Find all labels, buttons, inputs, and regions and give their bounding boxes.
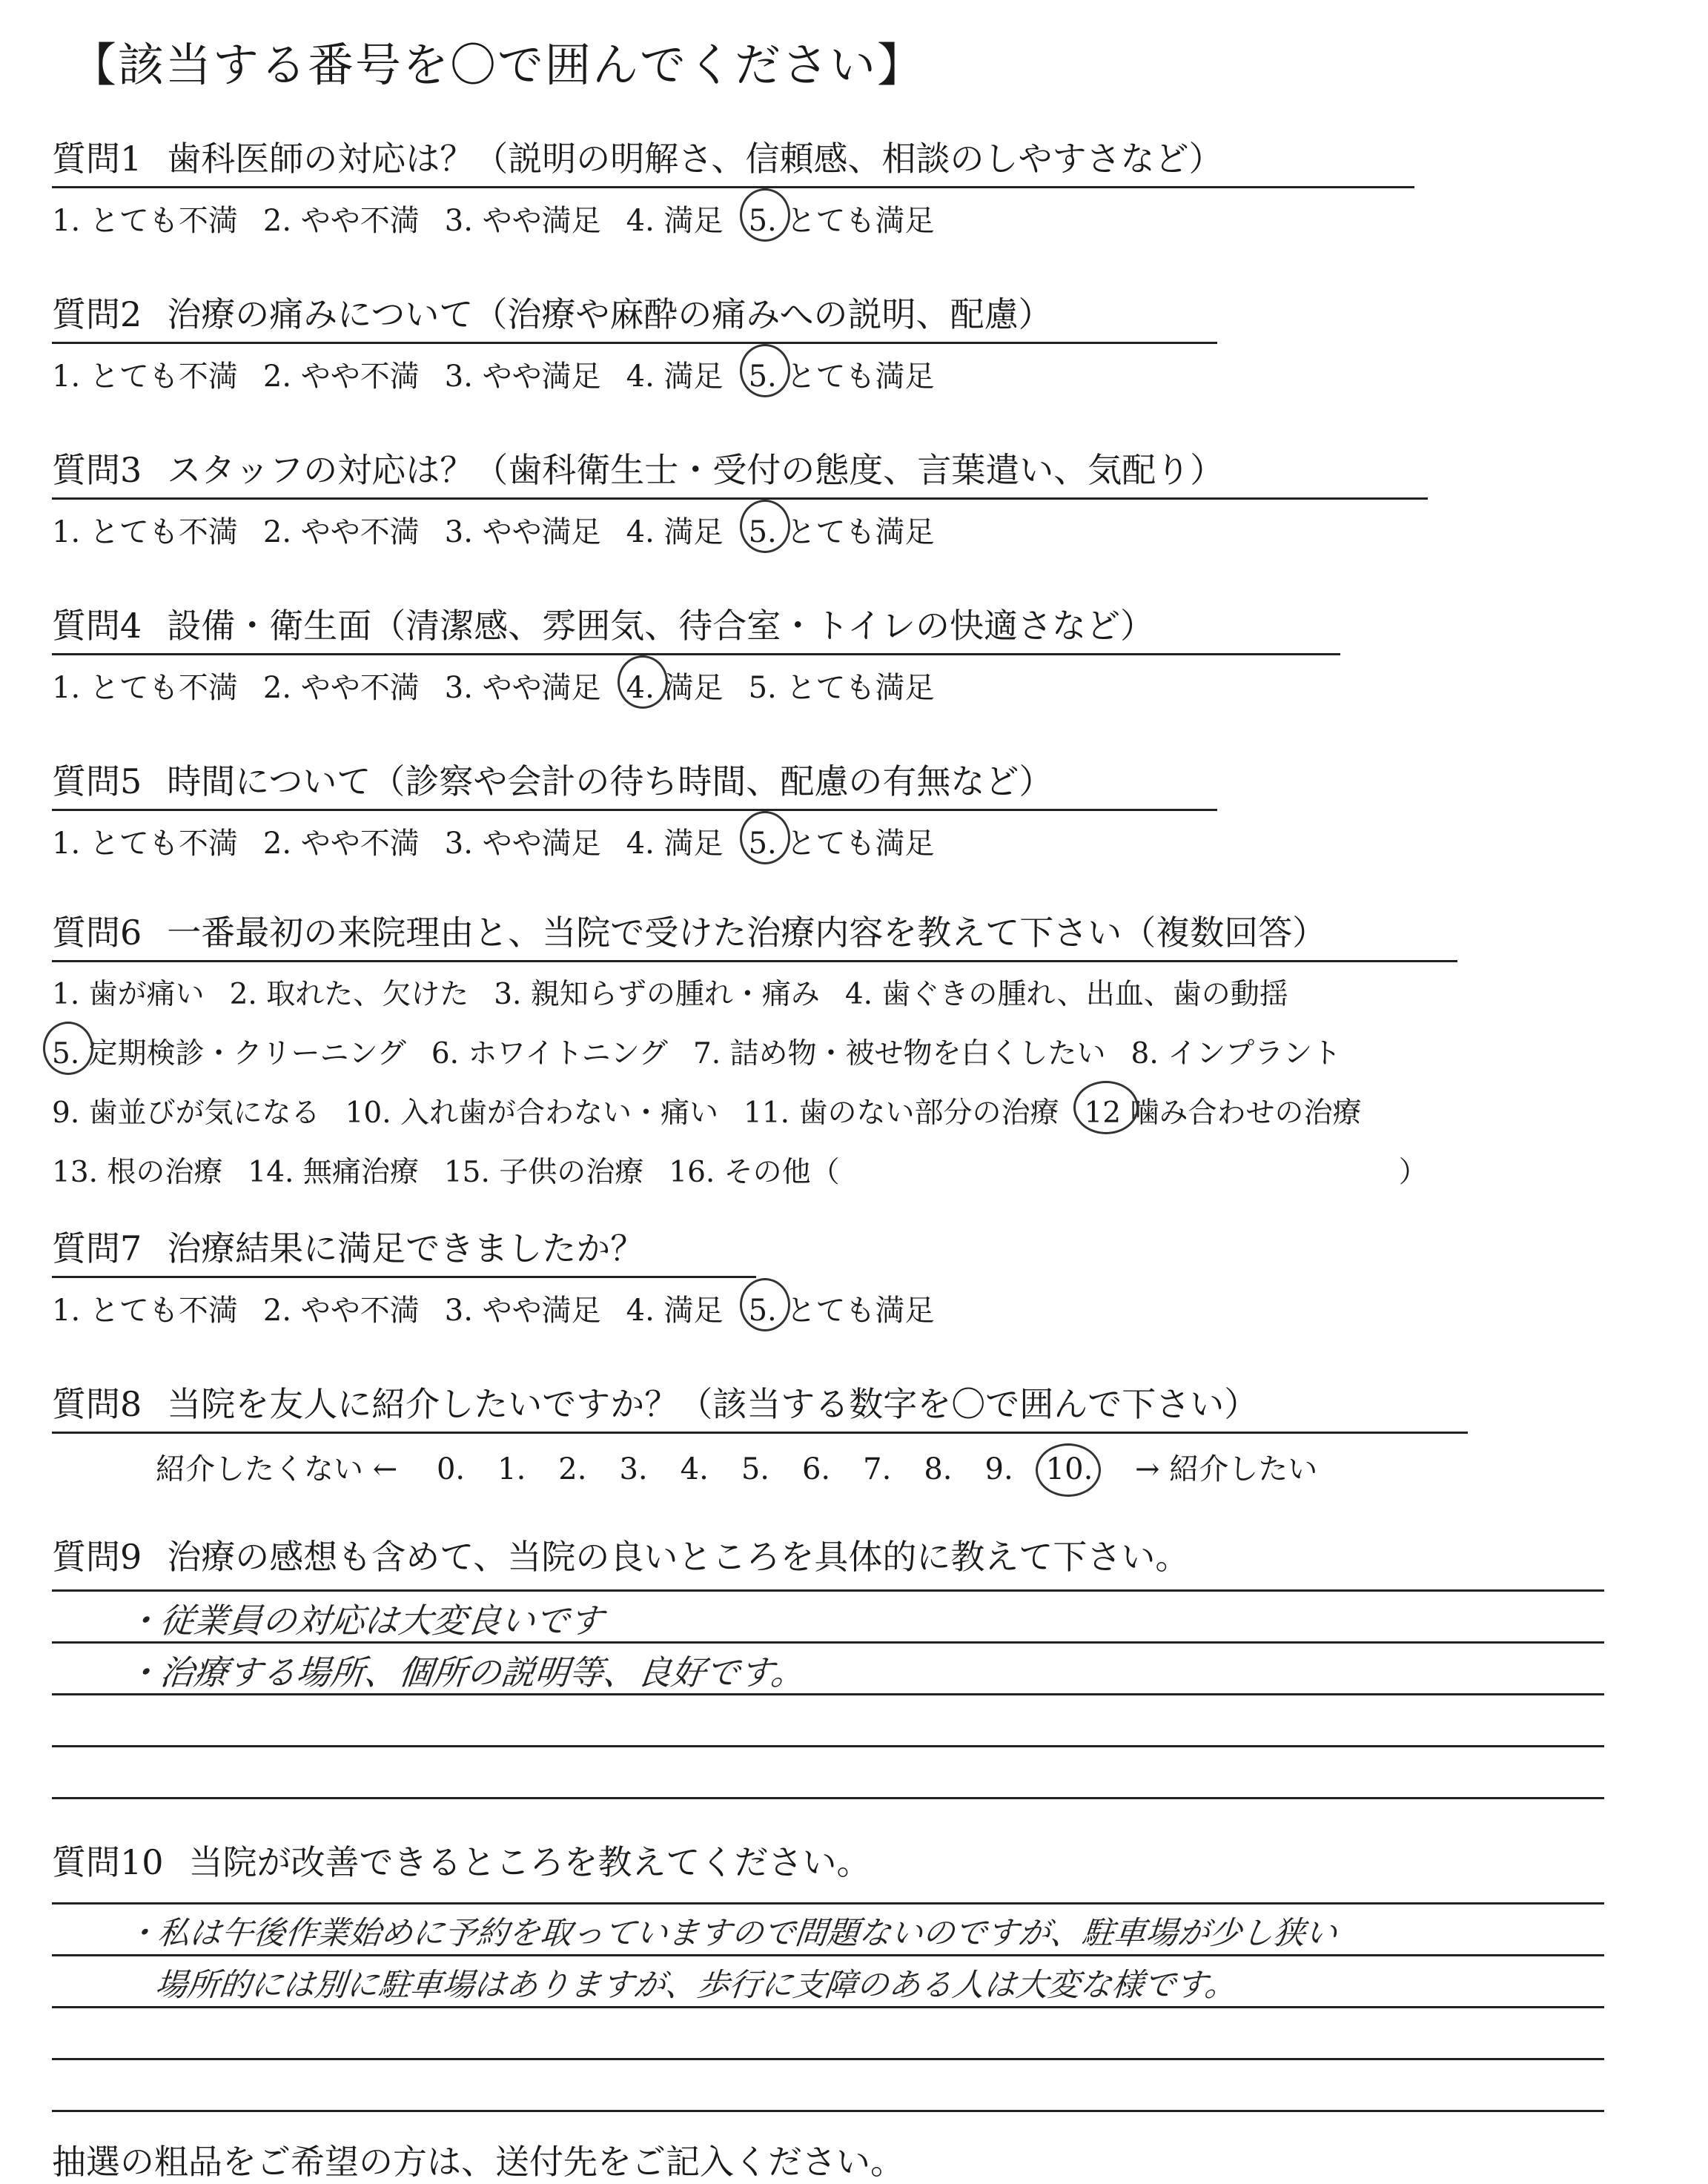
option-2[interactable]: 2. やや不満	[262, 827, 420, 861]
option-1[interactable]: 1. とても不満	[52, 1294, 238, 1328]
page-title: 【該当する番号を〇で囲んでください】	[70, 38, 925, 92]
option-5[interactable]: 5. とても満足	[749, 509, 935, 551]
reason-row-4	[52, 1149, 1428, 1191]
option-1[interactable]: 1. とても不満	[52, 204, 238, 238]
answer-line	[52, 1745, 1604, 1747]
selection-circle	[740, 344, 790, 397]
scale-6[interactable]: 6.	[801, 1452, 831, 1486]
reason-option[interactable]: 15. 子供の治療	[443, 1156, 644, 1189]
option-4[interactable]: 4. 満足	[626, 360, 724, 394]
scale-8[interactable]: 8.	[924, 1452, 953, 1486]
reason-option[interactable]: 11. 歯のない部分の治療	[744, 1096, 1059, 1130]
option-2[interactable]: 2. やや不満	[262, 1294, 420, 1328]
reason-option[interactable]: 2. 取れた、欠けた	[229, 978, 469, 1011]
selection-circle	[1036, 1443, 1101, 1497]
rating-options	[52, 820, 1053, 862]
reason-option[interactable]: 5. 定期検診・クリーニング	[52, 1030, 406, 1072]
option-1[interactable]: 1. とても不満	[52, 360, 238, 394]
rating-options	[52, 664, 1154, 707]
reason-option[interactable]: 7. 詰め物・被せ物を白くしたい	[692, 1037, 1106, 1071]
question-heading: 質問8 当院を友人に紹介したいですか？（該当する数字を〇で囲んで下さい）	[52, 1377, 1258, 1426]
scale-4[interactable]: 4.	[680, 1452, 709, 1486]
footer-note: 抽選の粗品をご希望の方は、送付先をご記入ください。	[52, 2142, 904, 2182]
scale-1[interactable]: 1.	[497, 1452, 526, 1486]
reason-row-3	[52, 1090, 1428, 1131]
option-4[interactable]: 4. 満足	[626, 515, 724, 549]
option-2[interactable]: 2. やや不満	[262, 204, 420, 238]
selection-circle	[740, 811, 790, 864]
scale-left-label: 紹介したくない ←	[156, 1452, 398, 1486]
reason-option[interactable]: 10. 入れ歯が合わない・痛い	[345, 1096, 719, 1130]
question-heading: 質問6 一番最初の来院理由と、当院で受けた治療内容を教えて下さい（複数回答）	[52, 906, 1326, 955]
answer-line	[52, 2110, 1604, 2112]
selection-circle	[740, 188, 790, 242]
rating-options	[52, 1287, 959, 1329]
scale-7[interactable]: 7.	[863, 1452, 892, 1486]
reason-option[interactable]: 14. 無痛治療	[248, 1156, 419, 1189]
option-3[interactable]: 3. やや満足	[444, 515, 601, 549]
question-3	[52, 443, 1224, 551]
reason-option[interactable]: 12 噛み合わせの治療	[1084, 1090, 1361, 1131]
scale-9[interactable]: 9.	[984, 1452, 1013, 1486]
option-5[interactable]: 5. とても満足	[749, 820, 935, 862]
answer-line	[52, 1589, 1604, 1592]
option-1[interactable]: 1. とても不満	[52, 671, 238, 705]
question-1	[52, 132, 1222, 239]
handwritten-answer: ・従業員の対応は大変良いです	[123, 1601, 606, 1641]
handwritten-answer: 場所的には別に駐車場はありますが、歩行に支障のある人は大変な様です。	[153, 1967, 1239, 2004]
question-heading: 質問1 歯科医師の対応は？（説明の明解さ、信頼感、相談のしやすさなど）	[52, 132, 1222, 181]
selection-circle	[43, 1022, 93, 1075]
reason-option[interactable]: 6. ホワイトニング	[431, 1037, 668, 1071]
scale-right-label: → 紹介したい	[1135, 1452, 1318, 1486]
rating-options	[52, 353, 1052, 395]
question-6	[52, 906, 1428, 1191]
reason-row-2	[52, 1030, 1428, 1072]
option-3[interactable]: 3. やや満足	[444, 360, 601, 394]
question-9	[52, 1530, 1189, 1579]
answer-line	[52, 2058, 1604, 2060]
question-heading: 質問5 時間について（診察や会計の待ち時間、配慮の有無など）	[52, 755, 1053, 804]
question-heading: 質問7 治療結果に満足できましたか？	[52, 1222, 644, 1271]
answer-line	[52, 2006, 1604, 2008]
question-heading: 質問2 治療の痛みについて（治療や麻酔の痛みへの説明、配慮）	[52, 288, 1052, 337]
question-4	[52, 599, 1154, 707]
handwritten-answer: ・私は午後作業始めに予約を取っていますので問題ないのですが、駐車場が少し狭い	[124, 1915, 1340, 1952]
question-heading: 質問10 当院が改善できるところを教えてください。	[52, 1842, 871, 1882]
option-4[interactable]: 4. 満足	[626, 827, 724, 861]
rating-options	[52, 197, 1222, 239]
reason-option[interactable]: 4. 歯ぐきの腫れ、出血、歯の動揺	[844, 978, 1288, 1011]
option-3[interactable]: 3. やや満足	[444, 1294, 601, 1328]
answer-line	[52, 1954, 1604, 1956]
option-4[interactable]: 4. 満足	[626, 1294, 724, 1328]
selection-circle	[618, 655, 668, 709]
option-3[interactable]: 3. やや満足	[444, 671, 601, 705]
question-2	[52, 288, 1052, 395]
selection-circle	[740, 500, 790, 553]
option-2[interactable]: 2. やや不満	[262, 671, 420, 705]
selection-circle	[1073, 1081, 1139, 1134]
question-heading: 質問9 治療の感想も含めて、当院の良いところを具体的に教えて下さい。	[52, 1537, 1190, 1577]
scale-10[interactable]: 10.	[1046, 1452, 1093, 1486]
option-1[interactable]: 1. とても不満	[52, 827, 238, 861]
question-10	[52, 1836, 871, 1884]
other-close-paren: ）	[1398, 1156, 1428, 1189]
option-3[interactable]: 3. やや満足	[444, 204, 601, 238]
answer-line	[52, 1797, 1604, 1799]
reason-option[interactable]: 1. 歯が痛い	[52, 978, 205, 1011]
reason-option[interactable]: 8. インプラント	[1131, 1037, 1342, 1071]
question-7	[52, 1222, 959, 1329]
scale-0[interactable]: 0.	[436, 1452, 466, 1486]
option-2[interactable]: 2. やや不満	[262, 515, 420, 549]
handwritten-answer: ・治療する場所、個所の説明等、良好です。	[123, 1652, 807, 1692]
question-5	[52, 755, 1053, 862]
recommend-scale	[156, 1446, 1343, 1488]
option-5[interactable]: 5. とても満足	[749, 353, 935, 395]
option-5[interactable]: 5. とても満足	[749, 197, 935, 239]
reason-option[interactable]: 13. 根の治療	[52, 1156, 223, 1189]
scale-5[interactable]: 5.	[741, 1452, 769, 1486]
option-5[interactable]: 5. とても満足	[748, 671, 935, 705]
reason-option[interactable]: 16. その他（	[669, 1156, 840, 1189]
reason-row-1	[52, 971, 1428, 1013]
scale-2[interactable]: 2.	[558, 1452, 587, 1486]
reason-option[interactable]: 9. 歯並びが気になる	[52, 1096, 320, 1130]
question-heading: 質問3 スタッフの対応は？（歯科衛生士・受付の態度、言葉遣い、気配り）	[52, 443, 1224, 492]
question-8	[52, 1377, 1343, 1488]
option-3[interactable]: 3. やや満足	[444, 827, 601, 861]
scale-3[interactable]: 3.	[619, 1452, 648, 1486]
rating-options	[52, 509, 1224, 551]
option-4[interactable]: 4. 満足	[626, 204, 724, 238]
option-1[interactable]: 1. とても不満	[52, 515, 238, 549]
answer-line	[52, 1902, 1604, 1905]
option-2[interactable]: 2. やや不満	[262, 360, 420, 394]
reason-option[interactable]: 3. 親知らずの腫れ・痛み	[494, 978, 820, 1011]
option-5[interactable]: 5. とても満足	[749, 1287, 935, 1329]
question-heading: 質問4 設備・衛生面（清潔感、雰囲気、待合室・トイレの快適さなど）	[52, 599, 1154, 648]
selection-circle	[740, 1278, 790, 1331]
option-4[interactable]: 4. 満足	[626, 664, 724, 707]
